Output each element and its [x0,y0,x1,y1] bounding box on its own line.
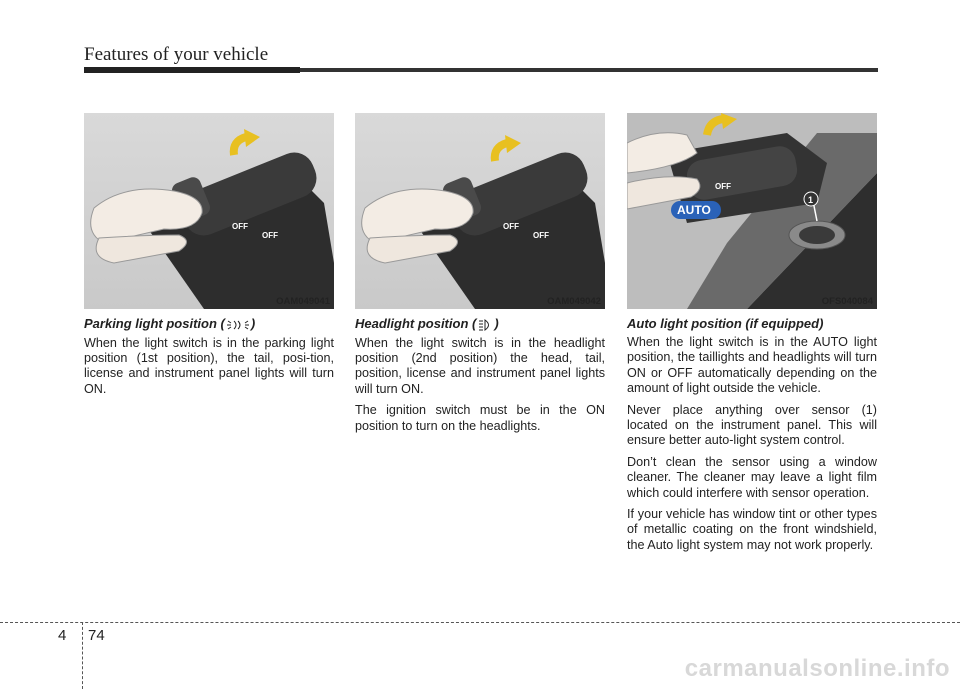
off-label: OFF [715,182,731,191]
paragraph: When the light switch is in the headlight position (2nd position) the head, tail, position, license and instrument panel lights will turn ON. [355,335,605,396]
section-heading: Headlight position ( ) [355,316,499,331]
paragraph: The ignition switch must be in the ON position to turn on the headlights. [355,403,605,433]
light-switch-illustration [355,113,605,309]
section-heading: Parking light position ( ) [84,316,256,331]
footer-rule [0,622,960,623]
parking-light-icon [226,318,250,332]
figure-code: OAM049042 [547,296,601,307]
chapter-number: 4 [58,627,67,644]
paragraph: If your vehicle has window tint or other types of metallic coating on the front windshield, the Auto light system may not work properly. [627,507,877,552]
watermark: carmanualsonline.info [684,655,950,682]
paragraph: Don’t clean the sensor using a window cleaner. The cleaner may leave a light film which could interfere with sensor operation. [627,454,877,500]
off-label: OFF [533,231,549,240]
paragraph: When the light switch is in the parking light position (1st position), the tail, posi-tion, license and instrument panel lights will turn ON. [84,335,334,396]
figure-code: OFS040084 [821,296,873,307]
figure-auto-light [627,113,877,309]
auto-badge-label: AUTO [677,203,711,217]
section-auto-light [627,316,877,559]
off-label: OFF [232,222,248,231]
page-header-title: Features of your vehicle [84,44,269,65]
off-label: OFF [503,222,519,231]
figure-headlight [355,113,605,309]
section-parking-light [84,316,334,403]
auto-light-illustration [627,113,877,309]
light-switch-illustration [84,113,334,309]
headlight-icon [477,318,493,332]
paragraph: When the light switch is in the AUTO light position, the taillights and headlights will turn ON or OFF automatically depending on the amount of light outside the vehicle. [627,335,877,396]
figure-code: OAM049041 [276,296,330,307]
off-label: OFF [262,231,278,240]
footer-divider [82,622,83,689]
section-heading: Auto light position (if equipped) [627,316,824,331]
header-rule [84,68,878,72]
page-number: 74 [88,627,105,644]
sensor-callout-number: 1 [808,195,814,205]
paragraph: Never place anything over sensor (1) located on the instrument panel. This will ensure better auto-light system control. [627,402,877,448]
section-headlight [355,316,605,440]
figure-parking-light [84,113,334,309]
